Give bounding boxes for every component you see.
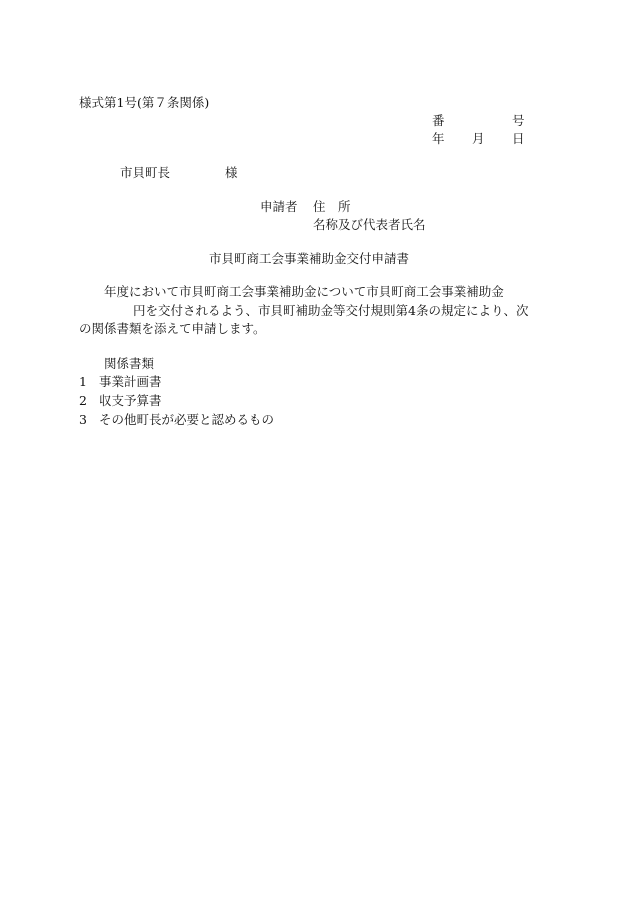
number-label: 番 xyxy=(432,113,445,128)
document-title: 市貝町商工会事業補助金交付申請書 xyxy=(209,251,410,266)
attachment-text: 事業計画書 xyxy=(99,374,162,389)
attachment-number: 2 xyxy=(79,393,87,408)
applicant-name-label: 名称及び代表者氏名 xyxy=(313,217,426,232)
list-item xyxy=(79,373,274,392)
attachment-text: 収支予算書 xyxy=(99,393,162,408)
date-year-label: 年 xyxy=(432,131,445,146)
applicant-address-label: 住 所 xyxy=(313,199,351,214)
list-item xyxy=(79,411,274,430)
addressee: 市貝町長 xyxy=(120,165,171,180)
date-day-label: 日 xyxy=(512,131,525,146)
honorific: 様 xyxy=(225,165,238,180)
attachment-number: 1 xyxy=(79,374,87,389)
body-line-3: の関係書類を添えて申請します。 xyxy=(79,321,266,336)
body-line-2: 円を交付されるよう、市貝町補助金等交付規則第4条の規定により、次 xyxy=(133,303,529,318)
date-month-label: 月 xyxy=(472,131,485,146)
attachment-text: その他町長が必要と認めるもの xyxy=(99,412,275,427)
attachments-heading: 関係書類 xyxy=(104,356,155,371)
body-line-1: 年度において市貝町商工会事業補助金について市貝町商工会事業補助金 xyxy=(104,284,504,299)
list-item xyxy=(79,392,274,411)
applicant-label: 申請者 xyxy=(260,199,298,214)
number-suffix: 号 xyxy=(512,113,525,128)
attachments-list xyxy=(79,373,274,430)
attachment-number: 3 xyxy=(79,412,87,427)
form-number: 様式第1号(第７条関係) xyxy=(79,95,210,110)
